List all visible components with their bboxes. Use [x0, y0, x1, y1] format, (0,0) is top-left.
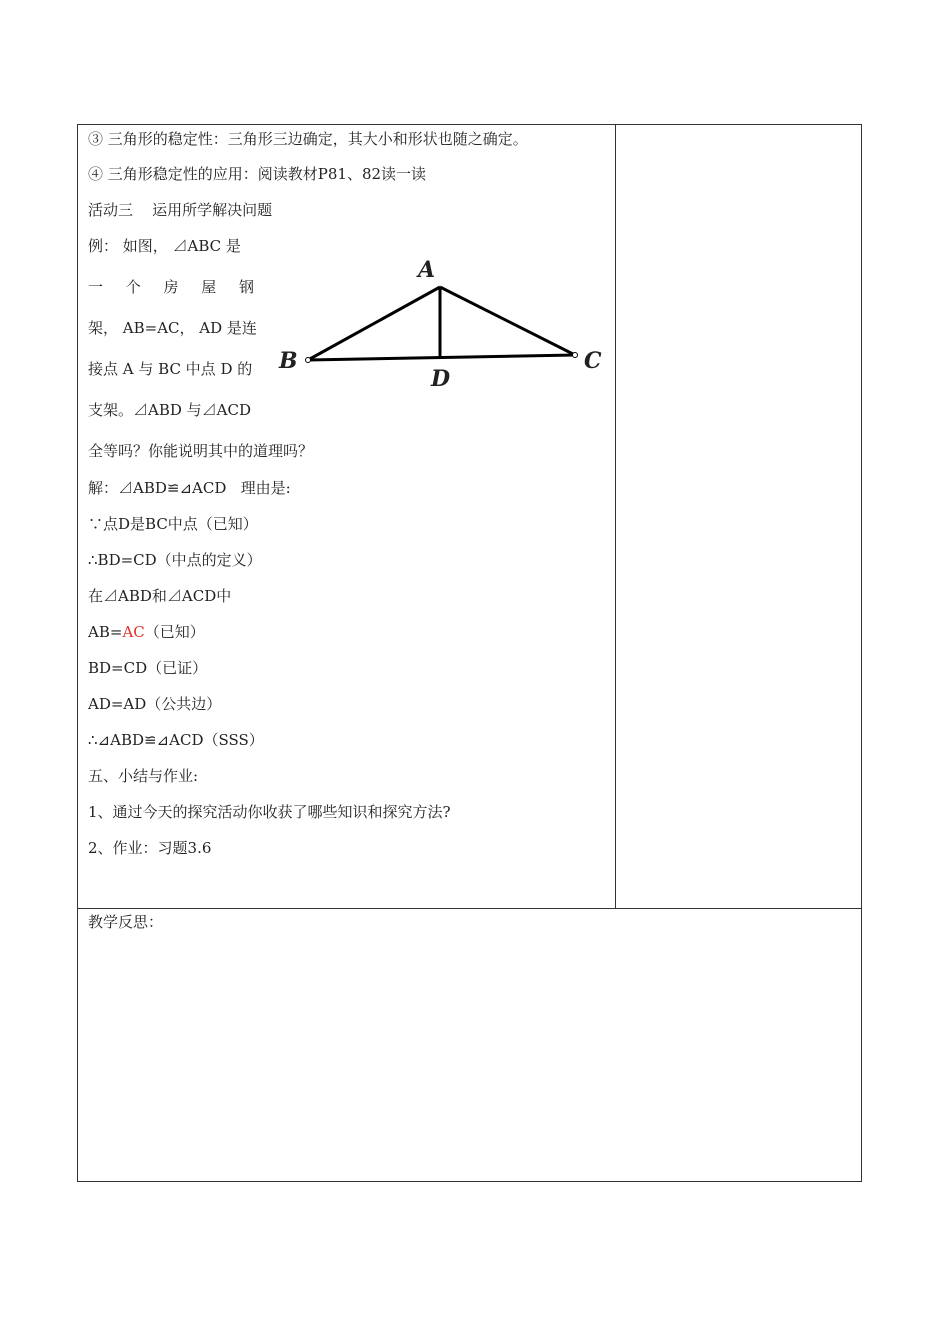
step4-prefix: AB=	[88, 623, 123, 641]
example-char: 房	[163, 278, 179, 296]
step4-highlight: AC	[122, 623, 145, 641]
edge-ac	[440, 287, 575, 355]
example-line-1: 例： 如图， ⊿ABC 是	[88, 237, 241, 255]
example-char: 屋	[201, 278, 217, 296]
step4-suffix: （已知）	[144, 623, 205, 641]
reflection-cell	[77, 908, 862, 1182]
proof-step-6: AD=AD（公共边）	[88, 695, 222, 713]
example-line-2	[88, 277, 254, 297]
example-char: 一	[88, 278, 104, 296]
example-line-4: 接点 A 与 BC 中点 D 的	[88, 360, 253, 378]
proof-step-1: ∵点D是BC中点（已知）	[88, 515, 258, 533]
example-line-3: 架， AB=AC， AD 是连	[88, 319, 257, 337]
point-b	[306, 358, 311, 363]
example-char: 个	[125, 278, 141, 296]
summary-item-2: 2、作业：习题3.6	[88, 839, 212, 857]
proof-conclusion: ∴⊿ABD≌⊿ACD（SSS）	[88, 731, 264, 749]
proof-step-4	[88, 622, 205, 642]
activity-three-heading: 活动三 运用所学解决问题	[88, 201, 273, 219]
label-c: C	[584, 348, 602, 374]
side-notes-cell	[615, 124, 862, 909]
example-char: 钢	[238, 278, 254, 296]
proof-step-3: 在⊿ABD和⊿ACD中	[88, 587, 232, 605]
edge-ab	[308, 287, 440, 360]
stability-text: ③ 三角形的稳定性：三角形三边确定，其大小和形状也随之确定。	[88, 130, 528, 148]
reflection-label: 教学反思：	[88, 913, 164, 931]
proof-step-5: BD=CD（已证）	[88, 659, 208, 677]
example-line-5: 支架。⊿ABD 与⊿ACD	[88, 401, 251, 419]
point-c	[573, 353, 578, 358]
label-b: B	[279, 348, 298, 374]
summary-title: 五、小结与作业:	[88, 767, 199, 785]
question-text: 全等吗？你能说明其中的道理吗？	[88, 442, 314, 460]
label-d: D	[431, 366, 451, 392]
application-text: ④ 三角形稳定性的应用：阅读教材P81、82读一读	[88, 165, 427, 183]
label-a: A	[418, 257, 436, 283]
summary-item-1: 1、通过今天的探究活动你收获了哪些知识和探究方法?	[88, 803, 451, 821]
solution-heading: 解：⊿ABD≌⊿ACD 理由是:	[88, 479, 291, 497]
proof-step-2: ∴BD=CD（中点的定义）	[88, 551, 262, 569]
